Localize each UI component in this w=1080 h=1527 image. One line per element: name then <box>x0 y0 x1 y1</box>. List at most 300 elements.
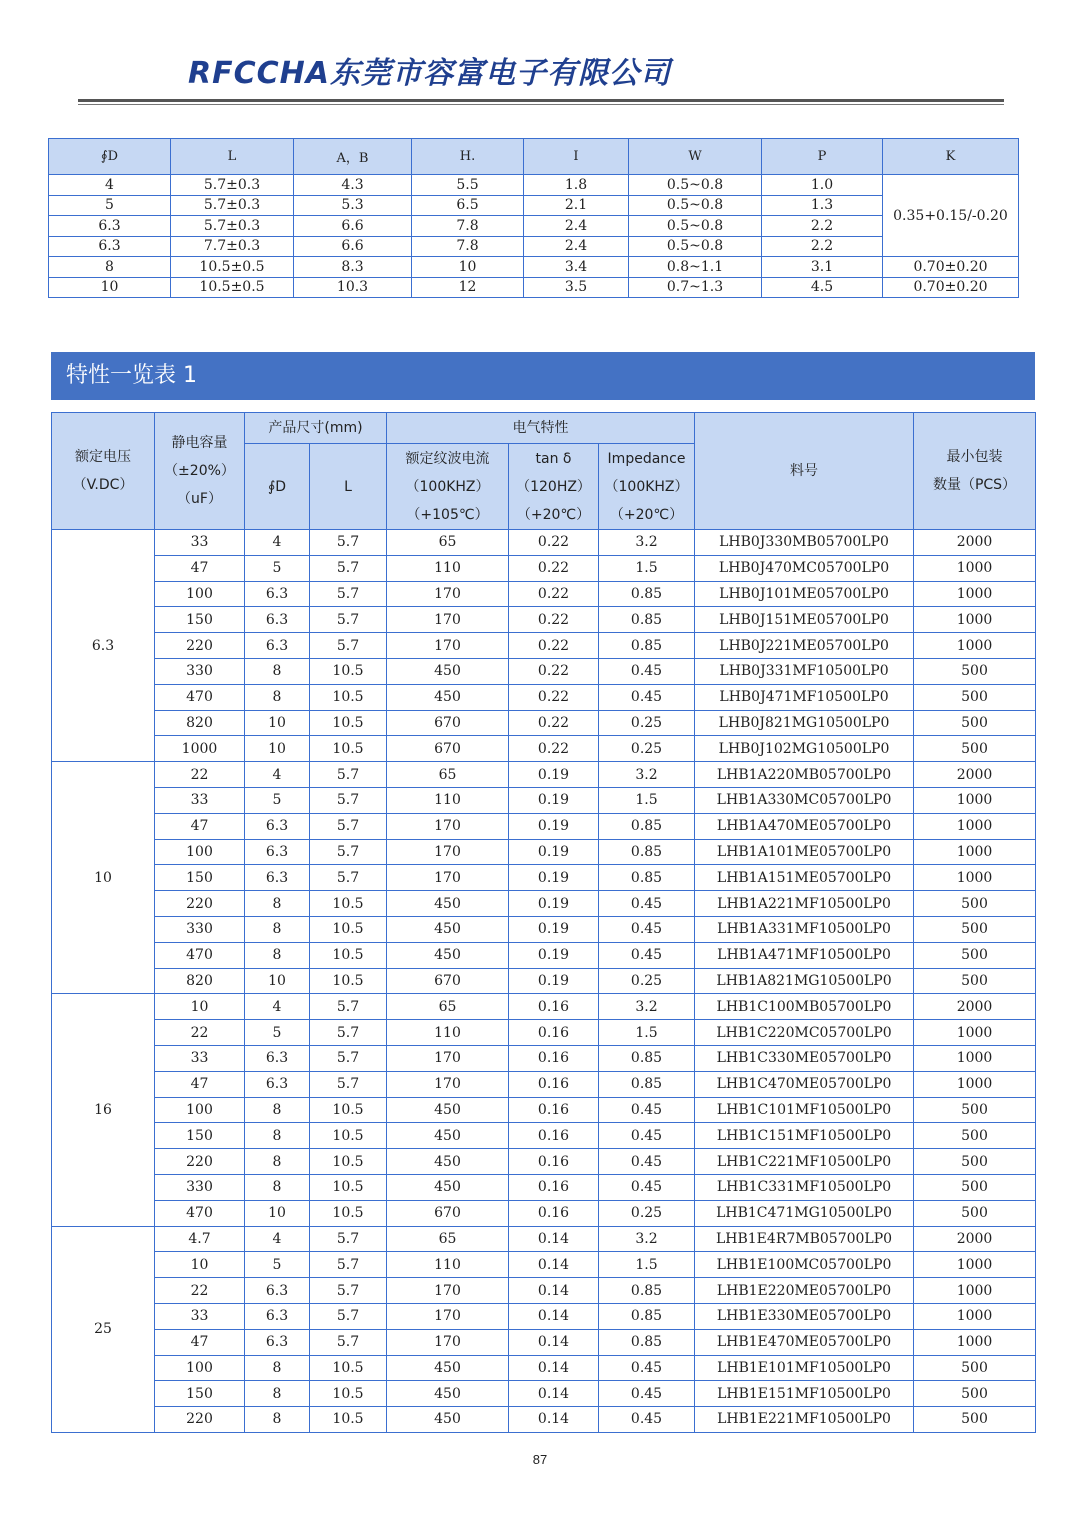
capacitance-cell: 10 <box>155 994 245 1020</box>
part-number-cell: LHB1C470ME05700LP0 <box>695 1071 914 1097</box>
i-cell: 3.5 <box>524 277 629 298</box>
min-pack-cell: 500 <box>914 684 1036 710</box>
part-number-cell: LHB1C101MF10500LP0 <box>695 1097 914 1123</box>
table-row <box>52 1278 1036 1304</box>
tan-cell: 0.16 <box>509 1174 599 1200</box>
header-capacitance <box>155 413 245 530</box>
length-cell: 5.7 <box>310 1303 387 1329</box>
capacitance-cell: 820 <box>155 968 245 994</box>
voltage-cell: 25 <box>52 1226 155 1432</box>
min-pack-cell: 500 <box>914 1149 1036 1175</box>
capacitance-cell: 150 <box>155 1381 245 1407</box>
min-pack-cell: 1000 <box>914 1278 1036 1304</box>
length-cell: 10.5 <box>310 1200 387 1226</box>
ripple-cell: 170 <box>387 607 509 633</box>
table-row <box>49 277 1019 298</box>
ripple-cell: 65 <box>387 994 509 1020</box>
header-line: 额定纹波电流 <box>405 450 490 467</box>
ripple-cell: 450 <box>387 658 509 684</box>
capacitance-cell: 22 <box>155 1278 245 1304</box>
length-cell: 5.7 <box>310 633 387 659</box>
impedance-cell: 0.45 <box>599 1174 695 1200</box>
diameter-cell: 8 <box>245 942 310 968</box>
diameter-cell: 4 <box>245 762 310 788</box>
length-cell: 5.7 <box>310 787 387 813</box>
page-number: 87 <box>532 1452 548 1467</box>
table-row <box>52 1020 1036 1046</box>
impedance-cell: 0.85 <box>599 1278 695 1304</box>
w-cell: 0.5~0.8 <box>629 216 762 237</box>
impedance-cell: 0.25 <box>599 710 695 736</box>
capacitance-cell: 22 <box>155 762 245 788</box>
ripple-cell: 170 <box>387 813 509 839</box>
diameter-cell: 6.3 <box>245 633 310 659</box>
impedance-cell: 3.2 <box>599 1226 695 1252</box>
p-cell: 2.2 <box>762 236 883 257</box>
impedance-cell: 3.2 <box>599 994 695 1020</box>
table-row <box>52 839 1036 865</box>
ripple-cell: 110 <box>387 787 509 813</box>
min-pack-cell: 1000 <box>914 1329 1036 1355</box>
part-number-cell: LHB0J101ME05700LP0 <box>695 581 914 607</box>
impedance-cell: 0.45 <box>599 684 695 710</box>
min-pack-cell: 1000 <box>914 1045 1036 1071</box>
part-number-cell: LHB1E100MC05700LP0 <box>695 1252 914 1278</box>
min-pack-cell: 2000 <box>914 994 1036 1020</box>
header-impedance <box>599 444 695 530</box>
ripple-cell: 670 <box>387 736 509 762</box>
length-cell: 5.7 <box>310 1278 387 1304</box>
dimension-table <box>48 138 1019 298</box>
capacitance-cell: 220 <box>155 891 245 917</box>
length-cell: 5.7 <box>310 1226 387 1252</box>
capacitance-cell: 47 <box>155 1071 245 1097</box>
ripple-cell: 170 <box>387 1303 509 1329</box>
part-number-cell: LHB1A821MG10500LP0 <box>695 968 914 994</box>
diameter-cell: 6.3 <box>245 607 310 633</box>
i-cell: 2.1 <box>524 195 629 216</box>
tan-cell: 0.14 <box>509 1278 599 1304</box>
tan-cell: 0.22 <box>509 633 599 659</box>
ripple-cell: 65 <box>387 1226 509 1252</box>
capacitance-cell: 33 <box>155 1045 245 1071</box>
impedance-cell: 0.45 <box>599 1355 695 1381</box>
ripple-cell: 65 <box>387 762 509 788</box>
part-number-cell: LHB1A330MC05700LP0 <box>695 787 914 813</box>
part-number-cell: LHB1A331MF10500LP0 <box>695 916 914 942</box>
impedance-cell: 0.45 <box>599 1123 695 1149</box>
i-cell: 3.4 <box>524 257 629 278</box>
p-cell: 1.3 <box>762 195 883 216</box>
diameter-cell: 4 <box>245 530 310 556</box>
header-min-pack <box>914 413 1036 530</box>
capacitance-cell: 220 <box>155 1149 245 1175</box>
table-row <box>49 216 1019 237</box>
diameter-cell: 6.3 <box>245 865 310 891</box>
header-line: （±20%） <box>164 463 235 479</box>
min-pack-cell: 1000 <box>914 1303 1036 1329</box>
min-pack-cell: 1000 <box>914 633 1036 659</box>
length-cell: 10.5 <box>310 942 387 968</box>
diameter-cell: 10 <box>245 736 310 762</box>
table-row <box>49 236 1019 257</box>
diameter-cell: 6.3 <box>245 581 310 607</box>
length-cell: 5.7±0.3 <box>171 175 294 196</box>
min-pack-cell: 2000 <box>914 1226 1036 1252</box>
ripple-cell: 670 <box>387 968 509 994</box>
tan-cell: 0.14 <box>509 1329 599 1355</box>
ripple-cell: 170 <box>387 1071 509 1097</box>
diameter-cell: 8 <box>245 1381 310 1407</box>
part-number-cell: LHB0J221ME05700LP0 <box>695 633 914 659</box>
diameter-cell: 5 <box>245 787 310 813</box>
header-cell: A，B <box>294 139 412 175</box>
diameter-cell: 6.3 <box>245 1278 310 1304</box>
header-cell: P <box>762 139 883 175</box>
diameter-cell: 8 <box>245 1355 310 1381</box>
h-cell: 10 <box>412 257 524 278</box>
length-cell: 5.7 <box>310 530 387 556</box>
table-row <box>52 891 1036 917</box>
header-tan <box>509 444 599 530</box>
length-cell: 5.7±0.3 <box>171 195 294 216</box>
ab-cell: 5.3 <box>294 195 412 216</box>
impedance-cell: 0.25 <box>599 736 695 762</box>
tan-cell: 0.19 <box>509 762 599 788</box>
length-cell: 5.7 <box>310 1329 387 1355</box>
part-number-cell: LHB1A221MF10500LP0 <box>695 891 914 917</box>
capacitance-cell: 100 <box>155 1355 245 1381</box>
part-number-cell: LHB0J151ME05700LP0 <box>695 607 914 633</box>
header-cell: W <box>629 139 762 175</box>
length-cell: 10.5 <box>310 710 387 736</box>
min-pack-cell: 500 <box>914 710 1036 736</box>
capacitance-cell: 33 <box>155 787 245 813</box>
tan-cell: 0.19 <box>509 891 599 917</box>
tan-cell: 0.19 <box>509 916 599 942</box>
ab-cell: 6.6 <box>294 216 412 237</box>
dimension-header-row <box>49 139 1019 175</box>
ripple-cell: 450 <box>387 1174 509 1200</box>
capacitance-cell: 820 <box>155 710 245 736</box>
table-row <box>52 684 1036 710</box>
table-row <box>52 942 1036 968</box>
impedance-cell: 0.45 <box>599 916 695 942</box>
diameter-cell: 8 <box>49 257 171 278</box>
header-line: 静电容量 <box>171 435 228 451</box>
part-number-cell: LHB1E221MF10500LP0 <box>695 1407 914 1433</box>
impedance-cell: 0.85 <box>599 1303 695 1329</box>
header-line: （100KHZ） <box>405 478 490 495</box>
min-pack-cell: 500 <box>914 1123 1036 1149</box>
ripple-cell: 450 <box>387 1149 509 1175</box>
part-number-cell: LHB1C100MB05700LP0 <box>695 994 914 1020</box>
ripple-cell: 65 <box>387 530 509 556</box>
capacitance-cell: 33 <box>155 1303 245 1329</box>
tan-cell: 0.14 <box>509 1252 599 1278</box>
tan-cell: 0.14 <box>509 1355 599 1381</box>
length-cell: 5.7±0.3 <box>171 216 294 237</box>
table-row <box>52 865 1036 891</box>
capacitance-cell: 470 <box>155 684 245 710</box>
header-size: 产品尺寸(mm) <box>245 413 387 444</box>
diameter-cell: 6.3 <box>245 1303 310 1329</box>
header-cell: ∮D <box>49 139 171 175</box>
length-cell: 10.5 <box>310 1149 387 1175</box>
diameter-cell: 8 <box>245 891 310 917</box>
tan-cell: 0.14 <box>509 1381 599 1407</box>
ripple-cell: 170 <box>387 1045 509 1071</box>
diameter-cell: 5 <box>245 1252 310 1278</box>
part-number-cell: LHB1E220ME05700LP0 <box>695 1278 914 1304</box>
ripple-cell: 670 <box>387 1200 509 1226</box>
table-row <box>52 1149 1036 1175</box>
part-number-cell: LHB1C471MG10500LP0 <box>695 1200 914 1226</box>
p-cell: 2.2 <box>762 216 883 237</box>
voltage-cell: 6.3 <box>52 530 155 762</box>
length-cell: 5.7 <box>310 762 387 788</box>
diameter-cell: 6.3 <box>245 1045 310 1071</box>
ripple-cell: 450 <box>387 916 509 942</box>
capacitance-cell: 1000 <box>155 736 245 762</box>
h-cell: 7.8 <box>412 216 524 237</box>
min-pack-cell: 500 <box>914 1355 1036 1381</box>
table-row <box>52 1071 1036 1097</box>
diameter-cell: 6.3 <box>245 839 310 865</box>
part-number-cell: LHB1C330ME05700LP0 <box>695 1045 914 1071</box>
table-row <box>52 1381 1036 1407</box>
header-line: （+105℃） <box>406 506 489 523</box>
impedance-cell: 0.45 <box>599 1407 695 1433</box>
min-pack-cell: 1000 <box>914 813 1036 839</box>
ripple-cell: 450 <box>387 1123 509 1149</box>
table-row <box>49 195 1019 216</box>
ripple-cell: 170 <box>387 1329 509 1355</box>
impedance-cell: 1.5 <box>599 1252 695 1278</box>
min-pack-cell: 500 <box>914 1200 1036 1226</box>
length-cell: 10.5 <box>310 1174 387 1200</box>
w-cell: 0.7~1.3 <box>629 277 762 298</box>
length-cell: 5.7 <box>310 994 387 1020</box>
header-line: 数量（PCS） <box>932 477 1017 493</box>
header-divider <box>78 99 1004 102</box>
i-cell: 2.4 <box>524 216 629 237</box>
header-line: tan δ <box>535 450 572 467</box>
part-number-cell: LHB1A151ME05700LP0 <box>695 865 914 891</box>
diameter-cell: 10 <box>245 1200 310 1226</box>
diameter-cell: 10 <box>245 968 310 994</box>
length-cell: 10.5±0.5 <box>171 257 294 278</box>
ripple-cell: 450 <box>387 1407 509 1433</box>
capacitance-cell: 150 <box>155 1123 245 1149</box>
length-cell: 10.5 <box>310 968 387 994</box>
part-number-cell: LHB1A220MB05700LP0 <box>695 762 914 788</box>
part-number-cell: LHB0J471MF10500LP0 <box>695 684 914 710</box>
tan-cell: 0.14 <box>509 1303 599 1329</box>
capacitance-cell: 47 <box>155 813 245 839</box>
tan-cell: 0.19 <box>509 942 599 968</box>
section-title-bar: 特性一览表 1 <box>51 352 1035 400</box>
part-number-cell: LHB1E470ME05700LP0 <box>695 1329 914 1355</box>
header-line: （uF） <box>177 491 222 507</box>
tan-cell: 0.14 <box>509 1407 599 1433</box>
diameter-cell: 4 <box>245 1226 310 1252</box>
impedance-cell: 1.5 <box>599 555 695 581</box>
min-pack-cell: 1000 <box>914 581 1036 607</box>
impedance-cell: 1.5 <box>599 787 695 813</box>
voltage-cell: 10 <box>52 762 155 994</box>
table-row <box>52 762 1036 788</box>
part-number-cell: LHB1E4R7MB05700LP0 <box>695 1226 914 1252</box>
min-pack-cell: 1000 <box>914 1252 1036 1278</box>
company-title: RFCCHA东莞市容富电子有限公司 <box>188 56 671 91</box>
tan-cell: 0.19 <box>509 968 599 994</box>
length-cell: 5.7 <box>310 1252 387 1278</box>
diameter-cell: 8 <box>245 1123 310 1149</box>
length-cell: 5.7 <box>310 1071 387 1097</box>
diameter-cell: 5 <box>49 195 171 216</box>
diameter-cell: 8 <box>245 1097 310 1123</box>
part-number-cell: LHB1C221MF10500LP0 <box>695 1149 914 1175</box>
length-cell: 10.5 <box>310 684 387 710</box>
diameter-cell: 8 <box>245 1149 310 1175</box>
ripple-cell: 110 <box>387 1252 509 1278</box>
capacitance-cell: 150 <box>155 607 245 633</box>
impedance-cell: 0.45 <box>599 1097 695 1123</box>
tan-cell: 0.22 <box>509 684 599 710</box>
impedance-cell: 1.5 <box>599 1020 695 1046</box>
w-cell: 0.8~1.1 <box>629 257 762 278</box>
w-cell: 0.5~0.8 <box>629 236 762 257</box>
ab-cell: 6.6 <box>294 236 412 257</box>
diameter-cell: 4 <box>245 994 310 1020</box>
impedance-cell: 0.45 <box>599 1381 695 1407</box>
tan-cell: 0.22 <box>509 607 599 633</box>
table-row <box>52 530 1036 556</box>
tan-cell: 0.19 <box>509 865 599 891</box>
characteristics-table <box>51 412 1036 1433</box>
length-cell: 5.7 <box>310 865 387 891</box>
impedance-cell: 0.85 <box>599 839 695 865</box>
table-row <box>52 916 1036 942</box>
length-cell: 5.7 <box>310 839 387 865</box>
min-pack-cell: 2000 <box>914 762 1036 788</box>
ripple-cell: 450 <box>387 1381 509 1407</box>
header-length: L <box>310 444 387 530</box>
part-number-cell: LHB1C220MC05700LP0 <box>695 1020 914 1046</box>
ab-cell: 8.3 <box>294 257 412 278</box>
length-cell: 10.5±0.5 <box>171 277 294 298</box>
tan-cell: 0.16 <box>509 1149 599 1175</box>
impedance-cell: 0.45 <box>599 891 695 917</box>
header-cell: H. <box>412 139 524 175</box>
part-number-cell: LHB1E151MF10500LP0 <box>695 1381 914 1407</box>
tan-cell: 0.16 <box>509 994 599 1020</box>
capacitance-cell: 220 <box>155 633 245 659</box>
capacitance-cell: 4.7 <box>155 1226 245 1252</box>
ripple-cell: 170 <box>387 865 509 891</box>
part-number-cell: LHB1E101MF10500LP0 <box>695 1355 914 1381</box>
header-cell: K <box>883 139 1019 175</box>
capacitance-cell: 33 <box>155 530 245 556</box>
ripple-cell: 170 <box>387 581 509 607</box>
header-ripple <box>387 444 509 530</box>
min-pack-cell: 500 <box>914 658 1036 684</box>
header-cell: I <box>524 139 629 175</box>
table-row <box>52 633 1036 659</box>
length-cell: 10.5 <box>310 916 387 942</box>
min-pack-cell: 1000 <box>914 1071 1036 1097</box>
length-cell: 10.5 <box>310 891 387 917</box>
table-row <box>52 736 1036 762</box>
tan-cell: 0.19 <box>509 839 599 865</box>
diameter-cell: 6.3 <box>49 216 171 237</box>
part-number-cell: LHB1A471MF10500LP0 <box>695 942 914 968</box>
tan-cell: 0.22 <box>509 710 599 736</box>
capacitance-cell: 330 <box>155 916 245 942</box>
header-line: （V.DC） <box>72 477 134 493</box>
impedance-cell: 0.85 <box>599 1329 695 1355</box>
part-number-cell: LHB1A470ME05700LP0 <box>695 813 914 839</box>
capacitance-cell: 470 <box>155 942 245 968</box>
diameter-cell: 8 <box>245 1407 310 1433</box>
diameter-cell: 5 <box>245 555 310 581</box>
header-line: （+20℃） <box>516 506 591 523</box>
diameter-cell: 6.3 <box>245 813 310 839</box>
impedance-cell: 0.85 <box>599 865 695 891</box>
min-pack-cell: 500 <box>914 736 1036 762</box>
tan-cell: 0.16 <box>509 1200 599 1226</box>
impedance-cell: 0.85 <box>599 1045 695 1071</box>
impedance-cell: 0.85 <box>599 1071 695 1097</box>
impedance-cell: 0.85 <box>599 607 695 633</box>
diameter-cell: 8 <box>245 684 310 710</box>
header-voltage <box>52 413 155 530</box>
header-line: （100KHZ） <box>604 478 689 495</box>
tan-cell: 0.19 <box>509 787 599 813</box>
tan-cell: 0.16 <box>509 1097 599 1123</box>
impedance-cell: 0.85 <box>599 813 695 839</box>
min-pack-cell: 1000 <box>914 1020 1036 1046</box>
table-row <box>52 710 1036 736</box>
diameter-cell: 4 <box>49 175 171 196</box>
min-pack-cell: 500 <box>914 968 1036 994</box>
table-row <box>52 555 1036 581</box>
table-row <box>52 658 1036 684</box>
impedance-cell: 0.25 <box>599 968 695 994</box>
capacitance-cell: 22 <box>155 1020 245 1046</box>
impedance-cell: 0.45 <box>599 1149 695 1175</box>
header-divider-thin <box>78 104 1004 105</box>
impedance-cell: 0.25 <box>599 1200 695 1226</box>
capacitance-cell: 100 <box>155 839 245 865</box>
h-cell: 7.8 <box>412 236 524 257</box>
tan-cell: 0.14 <box>509 1226 599 1252</box>
w-cell: 0.5~0.8 <box>629 175 762 196</box>
header-line: （120HZ） <box>516 478 591 495</box>
part-number-cell: LHB1C151MF10500LP0 <box>695 1123 914 1149</box>
diameter-cell: 10 <box>49 277 171 298</box>
ab-cell: 10.3 <box>294 277 412 298</box>
table-row <box>52 813 1036 839</box>
min-pack-cell: 500 <box>914 1407 1036 1433</box>
length-cell: 10.5 <box>310 1355 387 1381</box>
table-row <box>52 581 1036 607</box>
table-row <box>52 1252 1036 1278</box>
min-pack-cell: 1000 <box>914 787 1036 813</box>
length-cell: 5.7 <box>310 813 387 839</box>
part-number-cell: LHB0J470MC05700LP0 <box>695 555 914 581</box>
